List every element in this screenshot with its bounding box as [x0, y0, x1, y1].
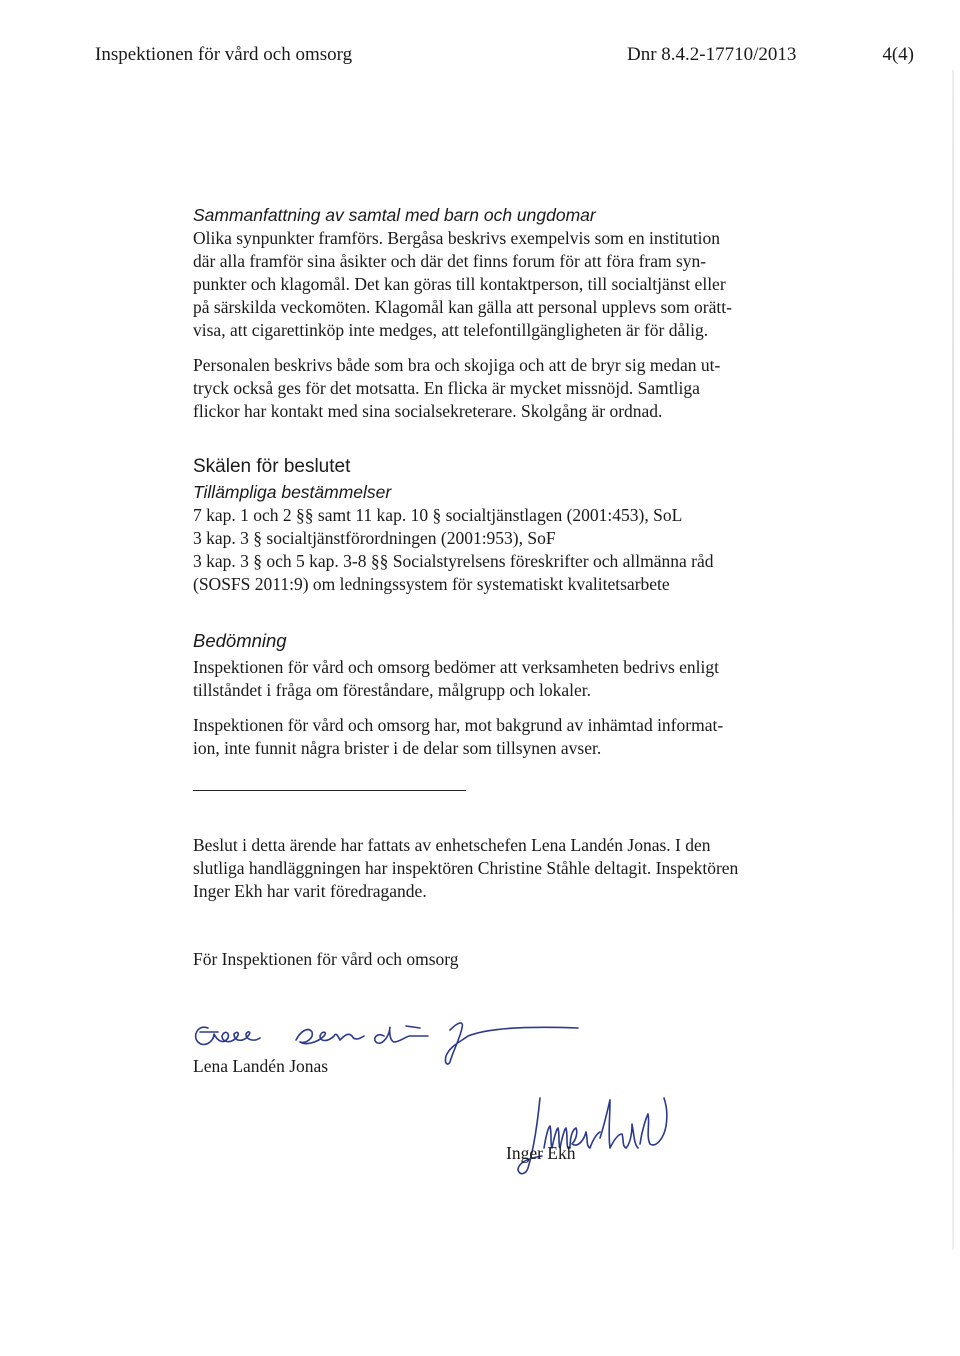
text-line: Olika synpunkter framförs. Bergåsa beskrivs exempelvis som en institution: [193, 228, 721, 248]
signature-for-organization: För Inspektionen för vård och omsorg: [193, 949, 459, 969]
text-line: tillståndet i fråga om föreståndare, målgrupp och lokaler.: [193, 680, 591, 700]
text-line: där alla framför sina åsikter och där det finns forum för att föra fram syn-: [193, 251, 707, 271]
header-organization: Inspektionen för vård och omsorg: [95, 44, 353, 65]
text-line: på särskilda veckomöten. Klagomål kan gälla att personal upplevs som orätt-: [193, 297, 732, 317]
text-line: tryck också ges för det motsatta. En flicka är mycket missnöjd. Samtliga: [193, 378, 700, 398]
signature-inger-ekh: [500, 1078, 680, 1188]
text-line: ion, inte funnit några brister i de delar som tillsynen avser.: [193, 738, 602, 758]
reasons-heading: Skälen för beslutet: [193, 456, 351, 477]
text-line: slutliga handläggningen har inspektören Christine Ståhle deltagit. Inspektören: [193, 858, 739, 878]
main-content: [193, 204, 793, 760]
provisions-list: [193, 504, 793, 596]
text-line: Inspektionen för vård och omsorg bedömer att verksamheten bedrivs enligt: [193, 657, 719, 677]
text-line: Beslut i detta ärende har fattats av enhetschefen Lena Landén Jonas. I den: [193, 835, 711, 855]
header-dnr: Dnr 8.4.2-17710/2013: [627, 44, 797, 65]
provision-line: 7 kap. 1 och 2 §§ samt 11 kap. 10 § socialtjänstlagen (2001:453), SoL: [193, 505, 683, 525]
scan-edge-shadow: [952, 70, 954, 1250]
summary-paragraph-1: [193, 227, 793, 342]
assessment-paragraph-2: [193, 714, 793, 760]
provisions-subheading: Tillämpliga bestämmelser: [193, 482, 392, 502]
text-line: Inger Ekh har varit föredragande.: [193, 881, 427, 901]
assessment-heading: Bedömning: [193, 630, 287, 651]
text-line: punkter och klagomål. Det kan göras till kontaktperson, till socialtjänst eller: [193, 274, 726, 294]
text-line: visa, att cigarettinköp inte medges, att telefontillgängligheten är för dålig.: [193, 320, 709, 340]
decision-paragraph: [193, 834, 813, 903]
header-page-number: 4(4): [882, 44, 914, 65]
text-line: flickor har kontakt med sina socialsekreterare. Skolgång är ordnad.: [193, 401, 663, 421]
assessment-paragraph-1: [193, 656, 793, 702]
signer-1-name: Lena Landén Jonas: [193, 1056, 329, 1076]
page-header: [95, 44, 914, 72]
provision-line: 3 kap. 3 § och 5 kap. 3-8 §§ Socialstyrelsens föreskrifter och allmänna råd: [193, 551, 714, 571]
text-line: Inspektionen för vård och omsorg har, mot bakgrund av inhämtad informat-: [193, 715, 724, 735]
signer-2-name: Inger Ekh: [506, 1143, 576, 1163]
section-divider: [193, 790, 466, 791]
provision-line: (SOSFS 2011:9) om ledningssystem för systematiskt kvalitetsarbete: [193, 574, 670, 594]
text-line: Personalen beskrivs både som bra och skojiga och att de bryr sig medan ut-: [193, 355, 721, 375]
summary-heading: Sammanfattning av samtal med barn och ungdomar: [193, 205, 596, 225]
provision-line: 3 kap. 3 § socialtjänstförordningen (2001:953), SoF: [193, 528, 556, 548]
summary-paragraph-2: [193, 354, 793, 423]
